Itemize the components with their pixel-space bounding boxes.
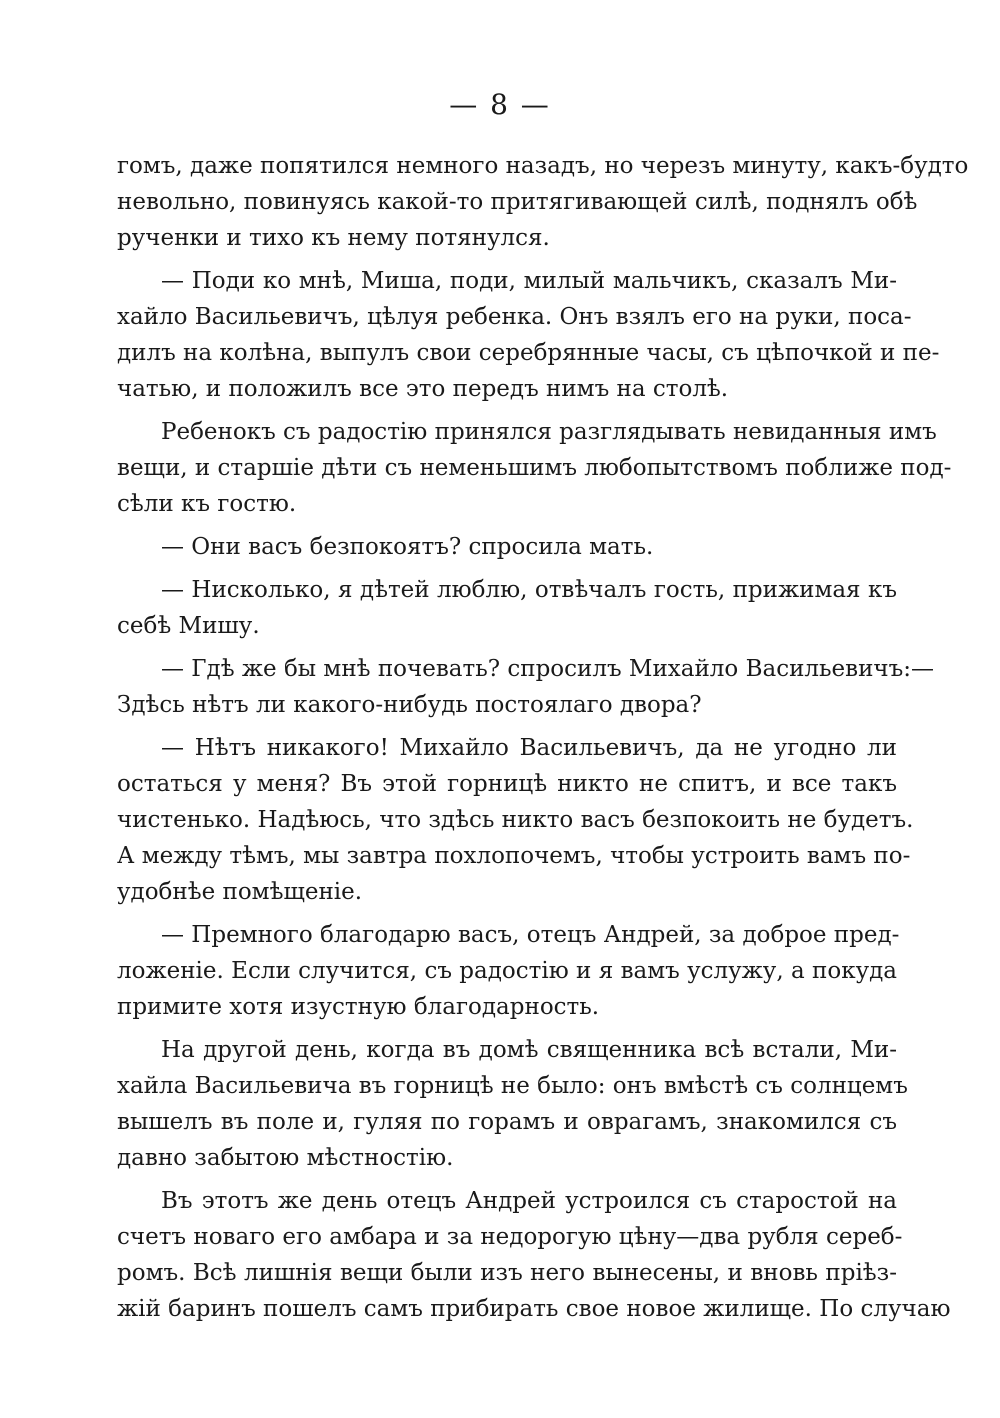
text-line: невольно, повинуясь какой-то притягивающей силѣ, поднялъ обѣ	[117, 189, 918, 215]
text-line: — Они васъ безпокоятъ? спросила мать.	[161, 534, 654, 560]
paragraph	[117, 414, 952, 522]
text-line: давно забытою мѣстностію.	[117, 1145, 454, 1171]
text-line: А между тѣмъ, мы завтра похлопочемъ, чтобы устроить вамъ по-	[117, 843, 911, 869]
paragraph	[117, 529, 897, 565]
text-line: — Нисколько, я дѣтей люблю, отвѣчалъ гость, прижимая къ	[161, 577, 897, 603]
paragraph	[117, 917, 900, 1025]
paragraph	[117, 1183, 951, 1327]
text-line: чатью, и положилъ все это передъ нимъ на столѣ.	[117, 376, 729, 402]
body-text	[117, 148, 969, 1334]
paragraph	[117, 263, 940, 407]
text-line: ромъ. Всѣ лишнія вещи были изъ него вынесены, и вновь пріѣз-	[117, 1260, 897, 1286]
paragraph	[117, 1032, 908, 1176]
text-line: — Гдѣ же бы мнѣ почевать? спросилъ Михайло Васильевичъ:—	[161, 656, 935, 682]
text-line: ложеніе. Если случится, съ радостію и я вамъ услужу, а покуда	[117, 958, 897, 984]
text-line: сѣли къ гостю.	[117, 491, 297, 517]
text-line: хайло Васильевичъ, цѣлуя ребенка. Онъ взялъ его на руки, поса-	[117, 304, 912, 330]
text-line: удобнѣе помѣщеніе.	[117, 879, 363, 905]
text-line: гомъ, даже попятился немного назадъ, но черезъ минуту, какъ-будто	[117, 153, 969, 179]
text-line: рученки и тихо къ нему потянулся.	[117, 225, 550, 251]
text-line: Въ этотъ же день отецъ Андрей устроился съ старостой на	[161, 1188, 897, 1214]
text-line: жій баринъ пошелъ самъ прибирать свое новое жилище. По случаю	[117, 1296, 951, 1322]
paragraph	[117, 148, 969, 256]
text-line: хайла Васильевича въ горницѣ не было: онъ вмѣстѣ съ солнцемъ	[117, 1073, 908, 1099]
paragraph	[117, 651, 935, 723]
text-line: — Поди ко мнѣ, Миша, поди, милый мальчикъ, сказалъ Ми-	[161, 268, 897, 294]
text-line: примите хотя изустную благодарность.	[117, 994, 600, 1020]
text-line: Ребенокъ съ радостію принялся разглядывать невиданныя имъ	[161, 419, 937, 445]
paragraph	[117, 572, 897, 644]
text-line: — Нѣтъ никакого! Михайло Васильевичъ, да не угодно ли	[161, 735, 897, 761]
paragraph	[117, 730, 914, 910]
page-number: — 8 —	[449, 88, 551, 121]
text-line: себѣ Мишу.	[117, 613, 260, 639]
text-line: На другой день, когда въ домѣ священника всѣ встали, Ми-	[161, 1037, 897, 1063]
text-line: вышелъ въ поле и, гуляя по горамъ и оврагамъ, знакомился съ	[117, 1109, 897, 1135]
text-line: дилъ на колѣна, выпулъ свои серебрянные часы, съ цѣпочкой и пе-	[117, 340, 940, 366]
text-line: Здѣсь нѣтъ ли какого-нибудь постоялаго двора?	[117, 692, 702, 718]
text-line: — Премного благодарю васъ, отецъ Андрей, за доброе пред-	[161, 922, 900, 948]
text-line: остаться у меня? Въ этой горницѣ никто не спитъ, и все такъ	[117, 771, 897, 797]
text-line: вещи, и старшіе дѣти съ неменьшимъ любопытствомъ поближе под-	[117, 455, 952, 481]
text-line: счетъ новаго его амбара и за недорогую цѣну—два рубля сереб-	[117, 1224, 903, 1250]
text-line: чистенько. Надѣюсь, что здѣсь никто васъ безпокоить не будетъ.	[117, 807, 914, 833]
